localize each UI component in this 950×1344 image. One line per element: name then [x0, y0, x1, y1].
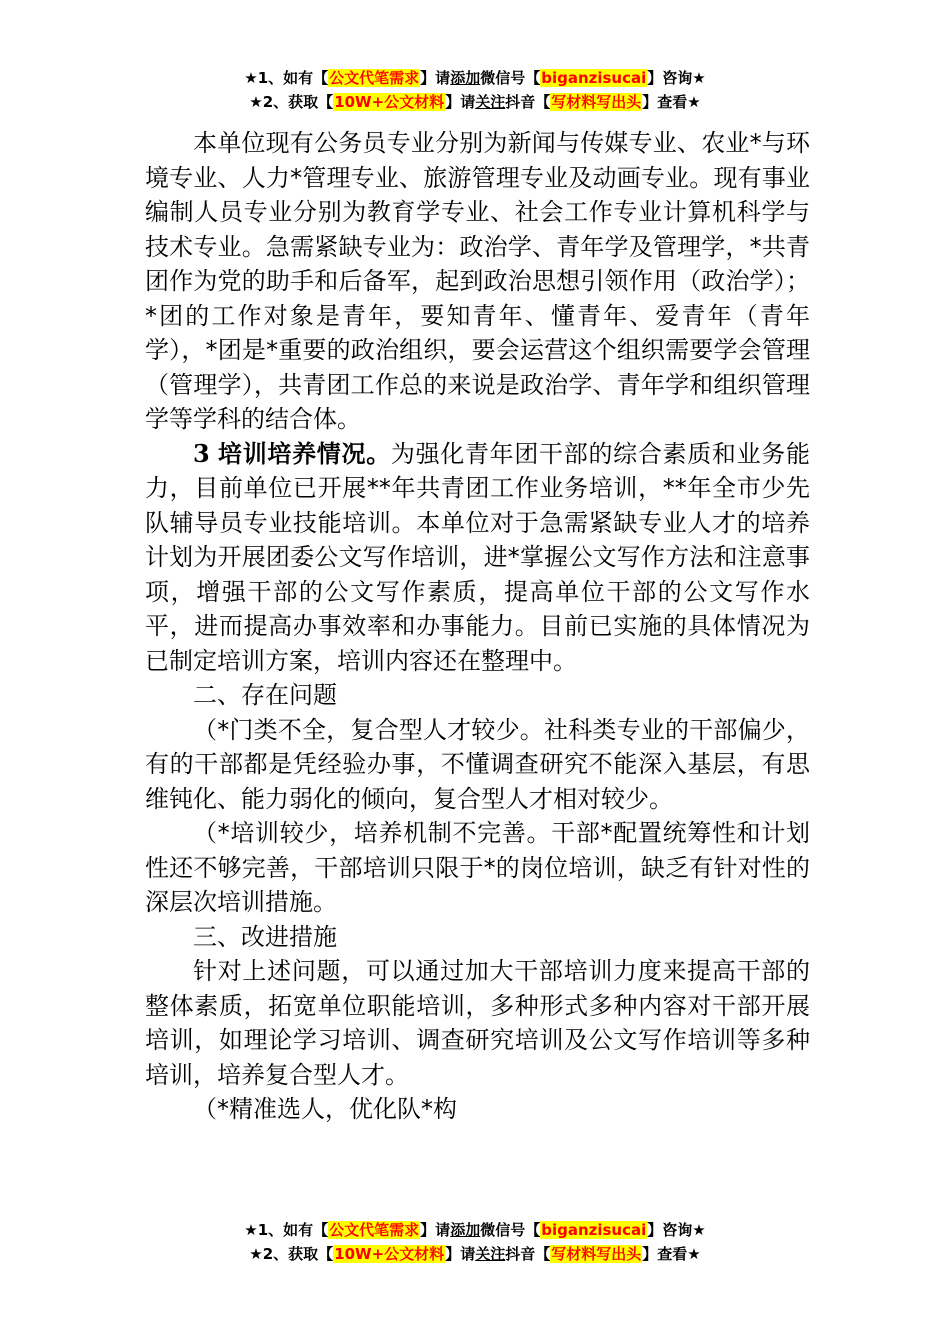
paragraph-problem-2: （*培训较少，培养机制不完善。干部*配置统筹性和计划性还不够完善，干部培训只限于*的岗位培训，缺乏有针对性的深层次培训措施。 [145, 819, 810, 916]
banner-line-2: ★2、获取【10W+公文材料】请关注抖音【写材料写出头】查看★ [249, 1245, 701, 1263]
section-title-problems: 二、存在问题 [193, 681, 337, 709]
banner-highlight: 写材料写出头 [551, 93, 642, 111]
paragraph-majors: 本单位现有公务员专业分别为新闻与传媒专业、农业*与环境专业、人力*管理专业、旅游管理专业及动画专业。现有事业编制人员专业分别为教育学专业、社会工作专业计算机科学与技术专业。急需紧缺专业为：政治学、青年学及管理学，*共青团作为党的助手和后备军，起到政治思想引领作用（政治学）；*团的工作对象是青年，要知青年、懂青年、爱青年（青年学），*团是*重要的政治组织，要会运营这个组织需要学会管理（管理学），共青团工作总的来说是政治学、青年学和组织管理学等学科的结合体。 [145, 129, 810, 433]
paragraph-problem-1: （*门类不全，复合型人才较少。社科类专业的干部偏少，有的干部都是凭经验办事，不懂调查研究不能深入基层，有思维钝化、能力弱化的倾向，复合型人才相对较少。 [145, 715, 810, 813]
banner-highlight: 写材料写出头 [551, 1245, 642, 1263]
banner-highlight: 公文代笔需求 [329, 1221, 420, 1239]
banner-highlight: 公文代笔需求 [329, 69, 420, 87]
paragraph-heading: 培训培养情况。 [218, 439, 391, 468]
section-title-measures: 三、改进措施 [193, 922, 337, 951]
banner-highlight: 10W+公文材料 [334, 1245, 445, 1263]
footer-banner [0, 1218, 950, 1266]
banner-highlight: 10W+公文材料 [334, 93, 445, 111]
banner-line-1: ★1、如有【公文代笔需求】请添加微信号【biganzisucai】咨询★ [244, 1221, 706, 1239]
banner-line-2: ★2、获取【10W+公文材料】请关注抖音【写材料写出头】查看★ [249, 93, 701, 111]
banner-highlight: biganzisucai [541, 69, 647, 87]
paragraph-measure-1: （*精准选人，优化队*构 [193, 1095, 457, 1123]
paragraph-measures: 针对上述问题，可以通过加大干部培训力度来提高干部的整体素质，拓宽单位职能培训，多种形式多种内容对干部开展培训，如理论学习培训、调查研究培训及公文写作培训等多种培训，培养复合型人才。 [145, 957, 810, 1089]
header-banner [0, 66, 950, 114]
banner-highlight: biganzisucai [541, 1221, 647, 1239]
paragraph-training: 3 培训培养情况。为强化青年团干部的综合素质和业务能力，目前单位已开展**年共青团工作业务培训，**年全市少先队辅导员专业技能培训。本单位对于急需紧缺专业人才的培养计划为开展团委公文写作培训，进*掌握公文写作方法和注意事项，增强干部的公文写作素质，提高单位干部的公文写作水平，进而提高办事效率和办事能力。目前已实施的具体情况为已制定培训方案，培训内容还在整理中。 [145, 438, 810, 675]
banner-line-1: ★1、如有【公文代笔需求】请添加微信号【biganzisucai】咨询★ [244, 69, 706, 87]
document-body [145, 126, 810, 1127]
section-number: 3 [193, 438, 210, 468]
